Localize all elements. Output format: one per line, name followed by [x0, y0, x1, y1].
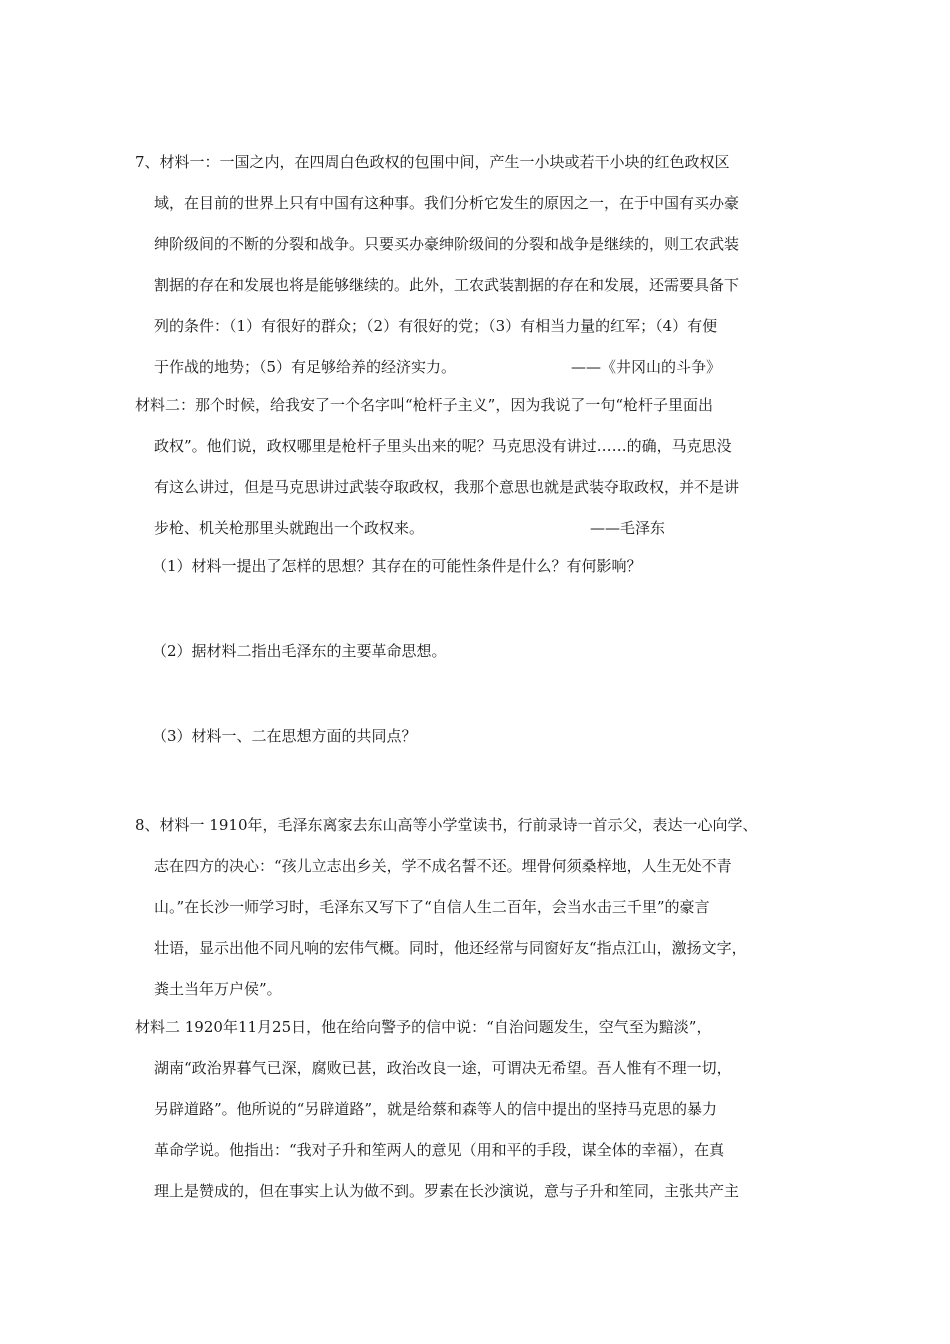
q7-question-3: （3）材料一、二在思想方面的共同点？ [152, 727, 417, 745]
q7-line-4: 割据的存在和发展也将是能够继续的。此外，工农武装割据的存在和发展，还需要具备下 [154, 276, 740, 294]
q8-material2-line-2: 湖南“政治界暮气已深，腐败已甚，政治改良一途，可谓决无希望。吾人惟有不理一切， [154, 1059, 732, 1077]
q8-material2-line-5: 理上是赞成的，但在事实上认为做不到。罗素在长沙演说，意与子升和笙同，主张共产主 [154, 1182, 740, 1200]
q7-line-5: 列的条件：（1）有很好的群众；（2）有很好的党；（3）有相当力量的红军；（4）有便 [154, 317, 718, 335]
q7-material2-line-1: 材料二：那个时候，给我安了一个名字叫“枪杆子主义”，因为我说了一句“枪杆子里面出 [135, 396, 714, 414]
q8-material2-line-1: 材料二 1920年11月25日，他在给向警予的信中说：“自治问题发生，空气至为黯淡”， [135, 1018, 712, 1036]
q8-line-2: 志在四方的决心：“孩儿立志出乡关，学不成名誓不还。埋骨何须桑梓地，人生无处不青 [154, 857, 732, 875]
q8-line-4: 壮语，显示出他不同凡响的宏伟气概。同时，他还经常与同窗好友“指点江山，激扬文字， [154, 939, 747, 957]
q7-material2-line-4: 步枪、机关枪那里头就跑出一个政权来。 [154, 519, 425, 537]
q7-question-1: （1）材料一提出了怎样的思想？其存在的可能性条件是什么？有何影响？ [152, 557, 642, 575]
q8-material2-line-4: 革命学说。他指出：“我对子升和笙两人的意见（用和平的手段，谋全体的幸福），在真 [154, 1141, 725, 1159]
q8-line-1: 8、材料一 1910年，毛泽东离家去东山高等小学堂读书，行前录诗一首示父，表达一心向学、 [135, 816, 758, 834]
q7-line-3: 绅阶级间的不断的分裂和战争。只要买办豪绅阶级间的分裂和战争是继续的，则工农武装 [154, 235, 740, 253]
q7-line-2: 域，在目前的世界上只有中国有这种事。我们分析它发生的原因之一，在于中国有买办豪 [154, 194, 740, 212]
q8-line-3: 山。”在长沙一师学习时，毛泽东又写下了“自信人生二百年，会当水击三千里”的豪言 [154, 898, 710, 916]
q7-material2-line-3: 有这么讲过，但是马克思讲过武装夺取政权，我那个意思也就是武装夺取政权，并不是讲 [154, 478, 740, 496]
q7-line-6: 于作战的地势；（5）有足够给养的经济实力。 [154, 358, 457, 376]
q7-source-2: ——毛泽东 [590, 519, 666, 537]
q8-material2-line-3: 另辟道路”。他所说的“另辟道路”，就是给蔡和森等人的信中提出的坚持马克思的暴力 [154, 1100, 718, 1118]
q7-question-2: （2）据材料二指出毛泽东的主要革命思想。 [152, 642, 447, 660]
q7-material2-line-2: 政权”。他们说，政权哪里是枪杆子里头出来的呢？马克思没有讲过……的确，马克思没 [154, 437, 732, 455]
q8-line-5: 粪土当年万户侯”。 [154, 980, 282, 998]
q7-source-1: ——《井冈山的斗争》 [571, 358, 722, 376]
q7-line-1: 7、材料一：一国之内，在四周白色政权的包围中间，产生一小块或若干小块的红色政权区 [135, 153, 730, 171]
